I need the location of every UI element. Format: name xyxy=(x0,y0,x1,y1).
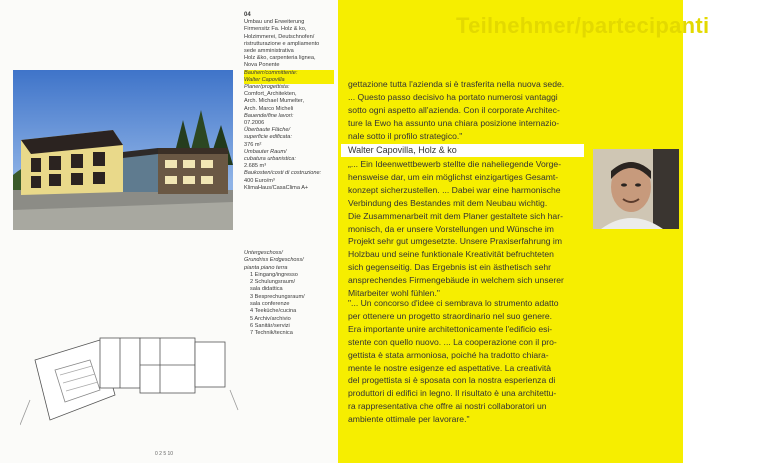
portrait-photo xyxy=(593,149,679,229)
legend-item: 7 Technik/tecnica xyxy=(250,330,293,337)
project-line: Nova Ponente xyxy=(244,62,280,69)
page-heading: Teilnehmer/partecipanti xyxy=(456,13,710,38)
text-line: Projekt sehr gut umgesetzte. Unsere Praxiserfahrung im xyxy=(348,236,562,247)
text-line: sotto ogni aspetto all'azienda. Con il corporate Architec- xyxy=(348,104,560,115)
text-line: gettazione tutta l'azienda si è trasferita nella nuova sede. xyxy=(348,79,565,89)
climate-value: KlimaHaus/CasaClima A+ xyxy=(244,184,309,191)
legend-item: 2 Schulungsraum/ xyxy=(250,279,296,286)
text-line: konzept sicherzustellen. ... Dabei war eine harmonische xyxy=(348,184,561,195)
legend-item: 3 Besprechungsraum/ xyxy=(250,293,305,300)
legend-item: sala conferenze xyxy=(250,301,290,308)
area-label: superficie edificata: xyxy=(244,134,292,141)
text-line: Verbindung des Bestandes mit dem Neubau wichtig. xyxy=(348,197,548,208)
legend-item: 6 Sanitär/servizi xyxy=(250,322,290,329)
text-line: ansprechendes Firmengebäude in welchem sich unserer xyxy=(348,275,564,286)
text-line: Era importante unire architettonicamente l'edificio esi- xyxy=(348,323,553,334)
text-line: ambiente ottimale per lavorare." xyxy=(348,414,470,425)
area-label: Überbaute Fläche/ xyxy=(244,127,291,134)
project-line: Holz &ko, carpenteria lignea, xyxy=(244,55,316,62)
text-line: hensweise dar, um ein möglichst einzigartiges Gesamt- xyxy=(348,171,559,182)
client-name: Walter Capovilla xyxy=(244,77,334,84)
text-line: „... Ein Ideenwettbewerb stellte die naheliegende Vorge- xyxy=(348,159,562,169)
legend-title: Untergeschoss/ xyxy=(244,250,283,256)
client-label: Bauherr/committente: xyxy=(244,70,334,77)
project-number: 04 xyxy=(244,12,251,18)
planner-label: Planer/progettista: xyxy=(244,84,290,91)
plan-legend xyxy=(244,250,334,338)
text-line: "... Un concorso d'idee ci sembrava lo strumento adatto xyxy=(348,298,559,308)
project-info xyxy=(244,12,334,192)
project-line: Holzimmerei, Deutschnofen/ xyxy=(244,33,315,40)
legend-item: 4 Teeküche/cucina xyxy=(250,308,297,315)
text-block-1 xyxy=(348,78,678,143)
quote-author: Walter Capovilla, Holz & ko xyxy=(341,144,584,157)
planner-line: Arch. Marco Micheli xyxy=(244,105,294,112)
text-block-3 xyxy=(348,297,668,426)
project-line: ristrutturazione e ampliamento xyxy=(244,40,320,47)
completion-label: Bauende/fine lavori: xyxy=(244,112,294,119)
cost-label: Baukosten/costi di costruzione: xyxy=(244,170,322,177)
volume-label: Umbauter Raum/ xyxy=(244,148,287,155)
legend-item: 1 Eingang/ingresso xyxy=(250,271,298,278)
text-line: per ottenere un progetto straordinario nel suo genere. xyxy=(348,310,552,321)
text-line: Holzbau und seine funktionale Kreativität befruchteten xyxy=(348,249,554,260)
text-line: Die Zusammenarbeit mit dem Planer gestaltete sich har- xyxy=(348,210,563,221)
volume-value: 2.685 m³ xyxy=(244,163,267,170)
text-line: sich gegenseitig. Das Ergebnis ist ein ästhetisch sehr xyxy=(348,262,552,273)
text-line: stente con quello nuovo. ... La cooperazione con il pro- xyxy=(348,336,557,347)
page-margin xyxy=(683,0,772,463)
text-line: ... Questo passo decisivo ha portato numerosi vantaggi xyxy=(348,91,558,102)
scale-bar: 0 2 5 10 xyxy=(155,451,174,457)
text-line: ture la Ewo ha assunto una chiara posizione internazio- xyxy=(348,117,560,128)
legend-title: Grundriss Erdgeschoss/ xyxy=(244,257,304,264)
text-line: mente le nostre esigenze ed aspettative. La creatività xyxy=(348,362,552,373)
area-value: 376 m² xyxy=(244,141,262,148)
cost-value: 400 Euro/m³ xyxy=(244,177,275,184)
legend-item: 5 Archiv/archivio xyxy=(250,315,291,322)
text-line: monisch, da er unsere Vorstellungen und Wünsche im xyxy=(348,223,554,234)
text-line: produttori di edifici in legno. Il risultato è una architettu- xyxy=(348,388,557,399)
planner-line: Arch. Michael Mumelter, xyxy=(244,98,304,105)
project-line: sede amministrativa xyxy=(244,48,294,55)
project-line: Umbau und Erweiterung xyxy=(244,19,305,26)
text-line: del progettista si è sposata con la nostra esperienza di xyxy=(348,375,556,386)
project-line: Firmensitz Fa. Holz & ko, xyxy=(244,26,307,33)
text-line: nale sotto il profilo strategico." xyxy=(348,130,463,141)
building-photo xyxy=(13,70,233,230)
legend-item: sala didattica xyxy=(250,286,283,293)
planner-line: Comfort_Architekten, xyxy=(244,91,297,98)
volume-label: cubatura urbanistica: xyxy=(244,156,296,163)
text-block-2 xyxy=(348,158,593,300)
text-line: ra rappresentativa che offre ai nostri collaboratori un xyxy=(348,401,547,412)
text-line: gettista è stata armoniosa, poiché ha tradotto chiara- xyxy=(348,349,549,360)
legend-title: pianta piano terra xyxy=(244,264,288,271)
text-line: Mitarbeiter wohl fühlen." xyxy=(348,288,440,299)
completion-value: 07.2006 xyxy=(244,120,265,127)
floor-plan xyxy=(20,320,240,445)
